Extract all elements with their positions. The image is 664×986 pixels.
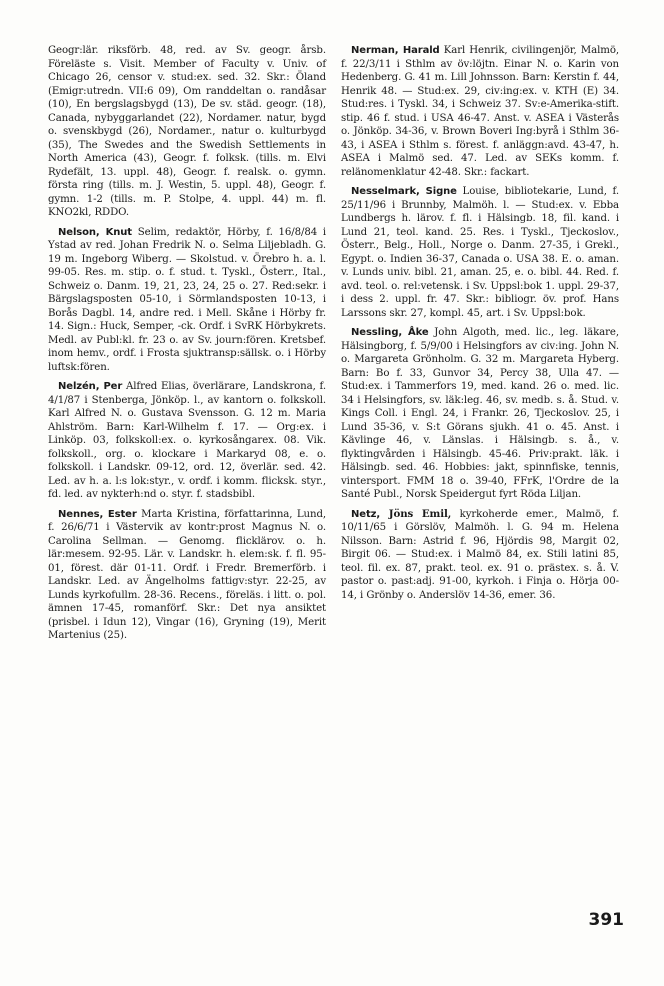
entry-nelson <box>48 226 326 375</box>
entry-nessling <box>341 326 619 502</box>
entry-nennes <box>48 508 326 643</box>
entry-continuation <box>48 44 326 220</box>
entry-surname: Nessling, Åke <box>351 327 429 338</box>
right-column <box>341 44 619 608</box>
entry-nesselmark <box>341 185 619 320</box>
entry-surname: Nerman, Harald <box>351 45 440 56</box>
entry-surname: Nennes, Ester <box>58 508 137 520</box>
entry-surname: Netz, <box>351 508 381 520</box>
entry-text: Selim, redaktör, Hörby, f. 16/8/84 i Ystad av red. Johan Fredrik N. o. Selma Liljebladh. G. 19 m. Ingeborg Wiberg. — Skolstud. v. Örebro h. a. l. 99-05. Res. m. stip. o. f. stud. t. Tyskl., Österr., Ital., Schweiz o. Danm. 19, 21, 23, 24, 25 o. 27. Red:sekr. i Bärgslagsposten 05-10, i Sörmlandsposten 10-13, i Borås Dagbl. 14, andre red. i Mell. Skåne i Hörby fr. 14. Sign.: Huck, Semper, -ck. Ordf. i SvRK Hörbykrets. Medl. av Publ:kl. fr. 23 o. av Sv. journ:fören. Kretsbef. inom hemv., ordf. i Frosta sjuktransp:sällsk. o. i Hörby luftsk:fören. <box>48 226 326 373</box>
entry-netz <box>341 508 619 603</box>
entry-text: kyrkoherde emer., Malmö, f. 10/11/65 i Görslöv, Malmöh. l. G. 94 m. Helena Nilsson. Barn: Astrid f. 96, Hjördis 98, Margit 02, Birgit 06. — Stud:ex. i Malmö 84, ex. Stili latini 85, teol. fil. ex. 87, prakt. teol. ex. 91 o. prästex. s. å. V. pastor o. past:adj. 91-00, kyrkoh. i Finja o. Hörja 00-14, i Grönby o. Anderslöv 14-36, emer. 36. <box>341 508 619 601</box>
entry-text: John Algoth, med. lic., leg. läkare, Hälsingborg, f. 5/9/00 i Helsingfors av civ:ing. John N. o. Margareta Grönholm. G. 32 m. Margareta Hyberg. Barn: Bo f. 33, Gunvor 34, Percy 38, Ulla 47. — Stud:ex. i Tammerfors 19, med. kand. 26 o. med. lic. 34 i Helsingfors, sv. läk:leg. 46, sv. medb. s. å. Stud. v. Kings Coll. i Engl. 24, i Frankr. 26, Tjeckoslov. 25, i Lund 35-36, v. S:t Görans sjukh. 41 o. 45. Anst. i Kävlinge 46, v. Länslas. i Hälsingb. s. å., v. flyktingvården i Hälsingb. 45-46. Priv:prakt. läk. i Hälsingb. sed. 46. Hobbies: jakt, spinnfiske, tennis, vintersport. FMM 18 o. 39-40, FFrK, l'Ordre de la Santé Publ., Norsk Speidergut fyrt Röda Liljan. <box>341 327 619 500</box>
entry-surname: Nelson, Knut <box>58 226 132 238</box>
entry-text: Geogr:lär. riksförb. 48, red. av Sv. geogr. årsb. Föreläste s. Visit. Member of Faculty v. Univ. of Chicago 26, censor v. stud:ex. sed. 32. Skr.: Öland (Emigr:utredn. VII:6 09), Om randdeltan o. randåsar (10), En bergslagsbygd (13), De sv. städ. geogr. (18), Canada, nybyggarlandet (22), Nordamer. natur, bygd o. svenskbygd (26), Nordamer., natur o. kulturbygd (35), The Swedes and the Swedish Settlements in North America (43), Geogr. f. folksk. (tills. m. Elvi Rydefält, 13. uppl. 48), Geogr. f. realsk. o. gymn. första ring (tills. m. J. Westin, 5. uppl. 48), Geogr. f. gymn. 1-2 (tills. m. P. Stolpe, 4. uppl. 44) m. fl. KNO2kl, RDDO. <box>48 45 326 218</box>
entry-text: Karl Henrik, civilingenjör, Malmö, f. 22/3/11 i Sthlm av öv:löjtn. Einar N. o. Karin von Hedenberg. G. 41 m. Lill Johnsson. Barn: Kerstin f. 44, Henrik 48. — Stud:ex. 29, civ:ing:ex. v. KTH (E) 34. Stud:res. i Tyskl. 34, i Schweiz 37. Sv:e-Amerika-stift. stip. 46 f. stud. i USA 46-47. Anst. v. ASEA i Västerås o. Jönköp. 34-36, v. Brown Boveri Ing:byrå i Sthlm 36-43, i ASEA i Sthlm s. förest. f. anläggn:avd. 43-47, h. ASEA i Malmö sed. 47. Led. av SEKs komm. f. relänomenklatur 42-48. Skr.: fackart. <box>341 45 619 178</box>
left-column <box>48 44 326 649</box>
entry-surname: Nelzén, Per <box>58 381 123 392</box>
entry-text: Alfred Elias, överlärare, Landskrona, f. 4/1/87 i Stenberga, Jönköp. l., av kantorn o. folkskoll. Karl Alfred N. o. Gustava Svensson. G. 12 m. Maria Ahlström. Barn: Karl-Wilhelm f. 17. — Org:ex. i Linköp. 03, folkskoll:ex. o. kyrkosångarex. 08. Vik. folkskoll., org. o. klockare i Markaryd 08, e. o. folkskoll. i Landskr. 09-12, ord. 12, överlär. sed. 42. Led. av h. a. l:s lok:styr., v. ordf. i komm. flicksk. styr., fd. led. av nykterh:nd o. styr. f. stadsbibl. <box>48 381 326 500</box>
entry-surname: Nesselmark, Signe <box>351 186 457 197</box>
page-number: 391 <box>588 910 624 930</box>
entry-text: Louise, bibliotekarie, Lund, f. 25/11/96 i Brunnby, Malmöh. l. — Stud:ex. v. Ebba Lundbergs h. lärov. f. fl. i Hälsingb. 18, fil. kand. i Lund 21, teol. kand. 25. Res. i Tyskl., Tjeckoslov., Österr., Belg., Holl., Norge o. Danm. 27-35, i Grekl., Egypt. o. Indien 36-37, Canada o. USA 38. E. o. aman. v. Lunds univ. bibl. 21, aman. 25, e. o. bibl. 44. Red. f. avd. teol. o. rel:vetensk. i Sv. Uppsl:bok 1. uppl. 29-37, i dess 2. uppl. fr. 47. Skr.: bibliogr. öv. prof. Hans Larssons skr. 27, kompl. 45, art. i Sv. Uppsl:bok. <box>341 186 619 319</box>
entry-nelzen <box>48 380 326 502</box>
entry-text: Marta Kristina, författarinna, Lund, f. 26/6/71 i Västervik av kontr:prost Magnus N. o. Carolina Sellman. — Genomg. flicklärov. o. h. lär:mesem. 92-95. Lär. v. Landskr. h. elem:sk. f. fl. 95-01, förest. där 01-11. Ordf. i Fredr. Bremerförb. i Landskr. Led. av Ängelholms fattigv:styr. 22-25, av Lunds kyrkofullm. 28-36. Recens., föreläs. i litt. o. pol. ämnen 17-45, romanförf. Skr.: Det nya ansiktet (prisbel. i Idun 12), Vingar (16), Gryning (19), Merit Martenius (25). <box>48 508 327 641</box>
entry-given-name: Jöns Emil, <box>380 507 452 520</box>
entry-nerman <box>341 44 619 179</box>
